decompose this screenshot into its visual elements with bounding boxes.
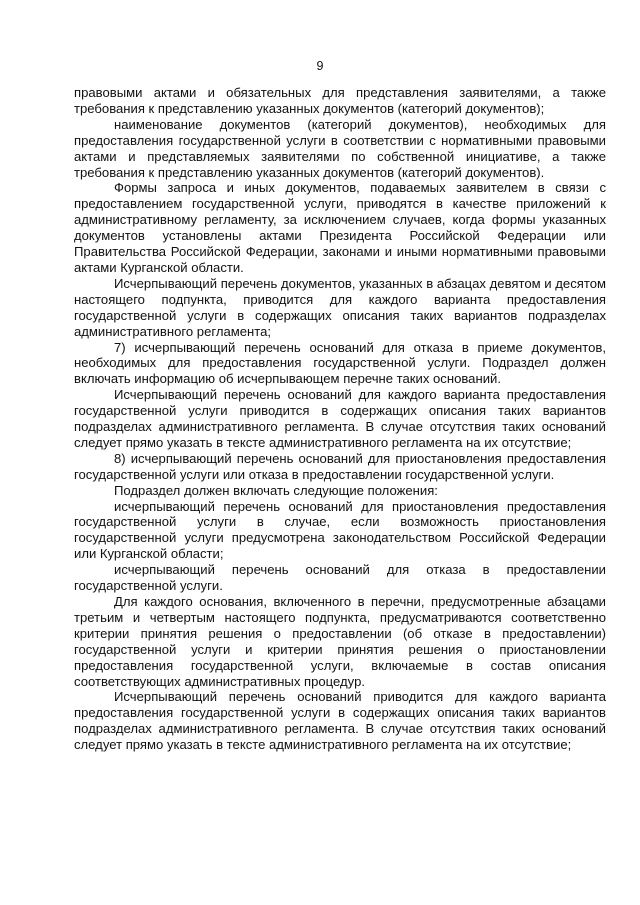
paragraph-suspension-grounds: исчерпывающий перечень оснований для приостановления предоставления государственной услуги в случае, если возможность приостановления государственной услуги предусмотрена законодательством Российской Федерации или Курганской области; <box>74 498 606 562</box>
paragraph-subsection-provisions: Подраздел должен включать следующие положения: <box>114 482 438 498</box>
document-body <box>74 85 606 753</box>
paragraph-refusal-grounds: Исчерпывающий перечень оснований для каждого варианта предоставления государственной услуги приводится в содержащих описания таких вариантов подразделах административного регламента. В случае отсутствия таких оснований следует прямо указать в тексте административного регламента на их отсутствие; <box>74 387 606 450</box>
paragraph-item-7: 7) исчерпывающий перечень оснований для отказа в приеме документов, необходимых для предоставления государственной услуги. Подраздел должен включать информацию об исчерпывающем перечне таких оснований. <box>74 339 606 387</box>
paragraph-grounds-per-variant: Исчерпывающий перечень оснований приводится для каждого варианта предоставления государственной услуги в содержащих описания таких вариантов подразделах административного регламента. В случае отсутствия таких оснований следует прямо указать в тексте административного регламента на их отсутствие; <box>74 689 606 753</box>
paragraph-continuation: правовыми актами и обязательных для представления заявителями, а также требования к представлению указанных документов (категорий документов); <box>74 85 606 116</box>
page-number: 9 <box>316 59 324 73</box>
paragraph-item-8: 8) исчерпывающий перечень оснований для приостановления предоставления государственной услуги или отказа в предоставлении государственной услуги. <box>74 450 606 482</box>
paragraph-request-forms: Формы запроса и иных документов, подаваемых заявителем в связи с предоставлением государственной услуги, приводятся в качестве приложений к административному регламенту, за исключением случаев, когда формы указанных документов установлены актами Президента Российской Федерации или Правительства Российской Федерации, законами и иными нормативными правовыми актами Курганской области. <box>74 180 606 275</box>
paragraph-document-names: наименование документов (категорий документов), необходимых для предоставления государственной услуги в соответствии с нормативными правовыми актами и представляемых заявителями по собственной инициативе, а также требования к представлению указанных документов (категорий документов). <box>74 116 606 180</box>
paragraph-denial-grounds: исчерпывающий перечень оснований для отказа в предоставлении государственной услуги. <box>74 562 606 594</box>
paragraph-decision-criteria: Для каждого основания, включенного в перечни, предусмотренные абзацами третьим и четвертым настоящего подпункта, предусматриваются соответственно критерии принятия решения о предоставлении (об отказе в предоставлении) государственной услуги и критерии принятия решения о приостановлении предоставления государственной услуги, включаемые в состав описания соответствующих административных процедур. <box>74 594 606 689</box>
paragraph-documents-list: Исчерпывающий перечень документов, указанных в абзацах девятом и десятом настоящего подпункта, приводится для каждого варианта предоставления государственной услуги в содержащих описания таких вариантов подразделах административного регламента; <box>74 275 606 339</box>
